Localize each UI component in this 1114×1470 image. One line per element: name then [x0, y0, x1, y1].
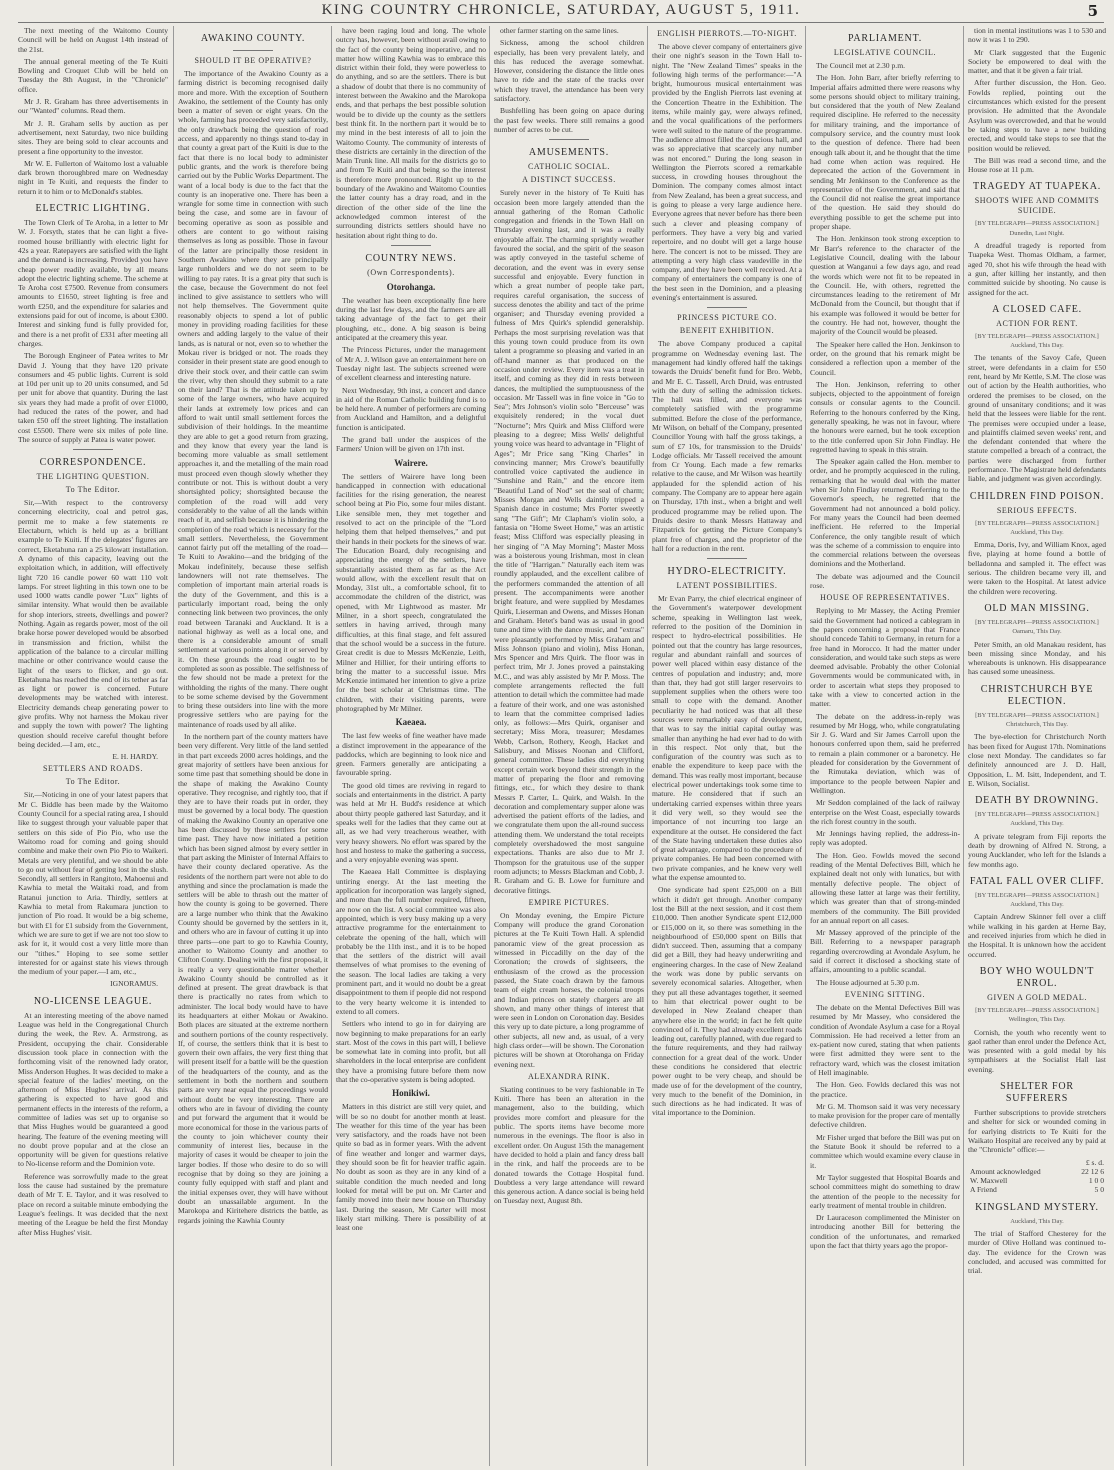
column-rule [647, 26, 648, 1466]
article-body: The Hon. Jenkinson took strong exception to Mr Barr's reference to the character of the Legislative Council, dealing with the labour question at Wanganui a few days ago, and read the words which were not fit to be repeated in the Council. He, with others, regretted the circumstances leading to the retirement of Mr McDonald from the Council, but thought that if his example was followed it would be better for the country. He had not, however, thought the majority of the Council would be pleased. [810, 234, 960, 337]
headline-correspondence: CORRESPONDENCE. [39, 457, 147, 469]
district-kaeaea: Kaeaea. [395, 717, 427, 728]
article-body: The above clever company of entertainers give their one night's season in the Town Hall to-night. The "New Zealand Times" speaks in the following high terms of the performance:—"A bright, humourous musical entertainment was provided by the English Pierrots last evening at the Concertion Theatre in the Exhibition. The items, while mainly gay, were always refined, and the vocal qualifications of the performers were well suited to the nature of the programme. The audience almost filled the spacious hall, and was so appreciative that scarcely any number was not encored." During the long season in Wellington the Pierrots scored a remarkable success, in crowding houses throughout the Dominion. The company comes almost intact from New Zealand, has been a great success, and is going to please a very large audience here. Everyone agrees that never before has there been such a clever and pleasing company of performers. They have a very big and varied repertoire, and no doubt will get a large house here. The concert is not to be missed. They are attempting a very high class vaudeville in the company, and they have been well received. At a company of entertainers the company is one of the best seen in the Dominion, and a pleasing evening's entertainment is assured. [652, 42, 802, 303]
headline-boy-enrol: BOY WHO WOULDN'T ENROL. [979, 965, 1095, 989]
column-rule [963, 26, 964, 1466]
subhead-alexandra-rink: ALEXANDRA RINK. [528, 1071, 610, 1081]
article-body: The Kaeaea Hall Committee is displaying untiring energy. At the last meeting the application for incorporation was largely signed, and more than the full number required, fifteen, are now on the list. A social committee was also appointed, which is very busy making up a very attractive programme for the entertainment to celebrate the opening of the hall, which will probably be the 11th inst., and it is to be hoped that the settlers of the district will avail themselves of what promises to the evening of the season. The local ladies are taking a very prominent part, and it would no doubt be a great disappointment to them if people did not respond to the very hearty welcome it is intended to extend to all comers. [336, 867, 486, 1016]
article-body: Further subscriptions to provide stretchers and shelter for sick or wounded coming in for earlying districts to Te Kuiti for the Waikato Hospital are received any by paid at the "Chronicle" office:— [968, 1108, 1106, 1155]
letter-signature: IGNORAMUS. [110, 979, 158, 989]
article-body: Next Wednesday, 9th inst, a concert and dance in aid of the Roman Catholic building fund is to be held here. A number of performers are coming from Auckland and Hamilton, and a delightful function is anticipated. [336, 385, 486, 432]
news-item: Mr W. E. Fullerton of Waitomo lost a valuable dark brown thoroughbred mare on Wednesday night in Te Kuiti, and requests the finder to return it to him or to McDonald's stables. [18, 158, 168, 196]
divider [73, 449, 113, 450]
article-body: Mr Massey approved of the principle of the Bill. Referring to a newspaper paragraph regarding overcrowding at Avondale Asylum, he said if correct it disclosed a shocking state of affairs, amounting to a public scandal. [810, 928, 960, 975]
headline-hydro-electricity: HYDRO-ELECTRICITY. [667, 566, 787, 578]
article-body: The tenants of the Savoy Cafe, Queen street, were defendants in a claim for £50 rent, heard by Mr Kettle, S.M. The close was out of action by the Health authorities, who ordered the premises to be closed, on the ground of unsanitary conditions; and it was held that the lessees were liable for the rent. The premises were occupied under a lease, and plaintiffs claimed seven weeks' rent, and the defendant contended that where the statute compelled a breach of a contract, the parties were discharged from further performance. The Magistrate held defendants liable, and judgment was given accordingly. [968, 353, 1106, 484]
column-6 [810, 26, 960, 1466]
column-rule [331, 26, 332, 1466]
article-body: Surely never in the history of Te Kuiti has occasion been more largely attended than the annual gathering of the Roman Catholic congregation and friends in the Town Hall on Thursday evening last, and it was a really enjoyable affair. The charming sprightly weather favoured the social, and the spirit of the season was aptly conveyed in the tasteful scheme of decoration, and the event was in every sense successful and enjoyable. Every function in which a great number of people take part, requires careful organisation, the success of success denotes the ability and tact of the prime organiser; and Thursday evening provided a fulness of Mrs Quirk's splendid generalship. Perhaps the most surprising revelation was that this young town could produce from its own talent a programme so pleasing and varied in an off-hand manner as that produced on the occasion under review. Every item was a treat in itself, and coming as they did in rests between dances, the multiplied the sumptuousness of the occasion. Mr Tassell was in fine voice in "Go to Sea"; Mrs Johnson's violin solo "Berceuse" was exquisitely rendered; in the vocal duet "Nocturne"; Mrs Quirk and Miss Clifford were pleasing to a degree; Miss Wells' delightful young voice was heard to advantage in "Flight of Ages"; Mr Price sang "King Charles" in convincing manner; Mrs Crowe's beautifully controlled voice captivated the audience in "Sunshine and Rain," and the encore item "Beautiful Land of Nod" set the seal of charm; Misses Morgan and Wells daintily tripped a Spanish dance in costume; Mrs Porter sweetly sang "The Gift"; Mr Clapham's violin solo, a fantasia on "Home Sweet Home," was an artistic feast; Miss Clifford was especially pleasing in her singing of "A May Morning"; Master Moss was a boisterous young Irishman, most in clean the title of "Harrigan." Naturally each item was roundly applauded, and the excellent calibre of the performers commanded the attention of all present. The accompaniments were another bright feature, and were supplied by Mesdames Quirk, Lieserman and Owens, and Misses Honan and Graham. Hetet's band was as usual in good tune and time with the dance music, and "extras" were pleasantly performed by Miss Graham and Miss Johnson (piano and violin), Miss Honan, Mrs Spencer and Mrs Quirk. The floor was in perfect trim, Mr J. Jones proved a painstaking M.C., and was ably assisted by Mr P. Moss. The complete arrangements reflected the full attention to detail which the committee had made a feature of their work, and one was astonished to learn that the committee comprised ladies only, as follows:—Mrs Quirk, organiser and secretary; Miss Mora, treasurer; Mesdames Webb, Carlson, Rothery, Keogh, Hacket and Salisbury, and Misses Noonan and Clifford, general committee. These ladies did everything except certain work beyond their strength in the matter of preparing the floor and removing fittings, etc., for which they desire to thank Messrs P. Carter, L. Quirk, and Walsh. In the decoration and complementary supper alone was advertised the patient efforts of the ladies, and we congratulate them upon the all-round success attending them. We understand the total receipts completely overshadowed the most sanguine expectations. Thanks are also due to Mr J. Thompson for the gratuitous use of the supper room adjuncts; to Messrs Blackman and Cobb, J. R. Graham and G. B. Lowe for furniture and decorative fittings. [494, 188, 644, 895]
table-cell: 1 0 0 [1088, 1176, 1104, 1186]
letter-signature: E. H. HARDY. [112, 752, 158, 762]
article-body: Mr Jennings having replied, the address-in-reply was adopted. [810, 829, 960, 848]
column-rule [805, 26, 806, 1466]
subhead-english-pierrots: ENGLISH PIERROTS.—TO-NIGHT. [657, 29, 797, 38]
headline-parliament: PARLIAMENT. [847, 33, 923, 44]
letter-body: Sir,—Noticing in one of your latest papers that Mr C. Biddle has been made by the Waitomo County Council for a special rating area, I should like to suggest through your valuable paper that settlers on this side of Pio Pio, who use the Waitomo road for coming and going should combine and make their own Pio Pio to Waikeri. Metals are very plentiful, and we should be able to go out without fear of getting lost in the slush. Secondly, all settlers in Rangitoto, Mahoenui and Kawhia to metal the Waitaki road, and from Ratanui junction to Aria. Thirdly, settlers at Kawhia to metal from Rakumara junction to junction of Pio road. It would be a big scheme, but with £1 for £1 subsidy from the Government, which we are sure to get if we are not too slow to ask for it, it would cost a very little more than our "tithes." Hoping to see some settler interested for or against state his views through the medium of your paper.—I am, etc., [18, 790, 168, 977]
column-4 [494, 26, 644, 1466]
article-body: Cornish, the youth who recently went to gaol rather than enrol under the Defence Act, was presented with a gold medal by his sympathisers at the Socialist Hall last evening. [968, 1027, 1106, 1074]
page-number: 5 [1087, 2, 1098, 20]
article-body: One syndicate had spent £25,000 on a Bill which it didn't get through. Another company lost the Bill at the next session, and it cost them £10,000. Then another Syndicate spent £12,000 or £15,000 on it, so there was something in the neighbourhood of £50,000 spent on Bills that didn't succeed. Then, assuming that a company did get a Bill, they had heavy underwriting and engineering charges. In the case of New Zealand the work was done by public servants on severely economical salaries. Altogether, when they put all these advantages together, it seemed to him that electrical power ought to be developed in New Zealand cheaper than anywhere else in the world; in fact he felt quite convinced of it. They had already excellent roads leading out, carefully planned, with due regard to the future requirements, and they had railway connection for a great deal of the work. Under these conditions he considered that electric power ought to be very cheap, and should be made use of for the development of the country, very much to the benefit of the Dominion, in such directions as he had indicated. It was of vital importance to the Dominion. [652, 885, 802, 1118]
subhead-catholic-social: CATHOLIC SOCIAL. [527, 162, 611, 172]
subhead-lighting-question: THE LIGHTING QUESTION. [36, 472, 150, 482]
dateline: [BY TELEGRAPH—PRESS ASSOCIATION.] Dunedin, Last Night. [975, 220, 1099, 237]
article-body: The Borough Engineer of Patea writes to Mr David J. Young that they have 120 private consumers and 45 public lights. Current is sold at 10d per unit up to 20 units consumed, and 5d per unit for above that quantity. During the last six years they had made a profit of over £1000, had reduced the rates of the power, and had taken £50 off the street lighting. The installation cost £5500. There were six miles of pole line. The source of supply at Patea is water power. [18, 351, 168, 444]
article-body: The Speaker here called the Hon. Jenkinson to order, on the ground that his remark might be considered a reflection upon a member of the Council. [810, 339, 960, 377]
district-wairere: Wairere. [394, 457, 428, 468]
article-body: The importance of the Awakino County as a farming district is becoming recognised daily more and more. With the exception of Southern Awakino, the settlement of the County has only been a matter of seven or eight years. On the whole, farming has proceeded very satisfactorily, the only drawback being the question of road access, and apparently no things stand to-day in that county a great part of the Kuiti is due to the fact that there is no local body to administer public grants, and the work is therefore being carried out by the Public Works Department. The want of a local body is due to the fact that the county is an inoperative one. There has been a wrangle for some time in connection with such being the case, and some are in favour of becoming operative as soon as possible and others are content to go without raising themselves as long as possible. Those in favour of the latter are principally those resident in Southern Awakino where they are principally large runholders and we do not seem to be willing to pay rates. It is a great pity that such is the case, because the Government do not feel inclined to give assistance to settlers who will not help themselves. The Government quite reasonably objects to spend a lot of public money in providing roading facilities for these owners and adding largely to the value of their lands, as is natural or not, even so to whether the Mokau river is bridged or not. The roads they consider in their present state are good enough to drive their stock over, and their cattle can swim the river, why then should they submit to a rate on their land? That is the attitude taken up by some of the large owners, who have acquired their lands at extremely low prices and can afford to wait until small settlement forces the subdivision of their holdings. In the meantime they are able to get a good return from grazing, and they know that every year the land is becoming more valuable as small settlement approaches it, and the metalling of the main road must proceed even though slowly whether they contribute or not. This is without doubt a very shortsighted policy; shortsighted because the completion of the road will add very considerably to the value of all the lands within reach of it, and selfish because it is hindering the completion of the road which is necessary for the small settlers. Nevertheless, the Government cannot fairly put off the metalling of the road—Te Kuiti to Awakino—and the bridging of the Mokau indefinitely, because these selfish landowners will not rate themselves. The completion of important main arterial roads is the duty of the Government, and this is a particularly important road, being the only connecting link between two provinces, the only road between Taranaki and Auckland. It is a national highway as well as a local one, and there is a considerable amount of small settlement at various points along it or served by it. On these grounds the road ought to be completed as soon as possible. The selfishness of the few should not be made a pretext for the withholding the rights of the many. There ought to be some scheme devised by the Government to bring these outsiders into line with the more progressive settlers who are paying for the maintenance of roads used by all alike. [178, 69, 328, 729]
article-body: The debate on the Mental Defectives Bill was resumed by Mr Massey, who considered the condition of Avondale Asylum a case for a Royal Commission. He had received a letter from an ex-patient now cured, stating that when patients were first admitted they were sent to the refractory ward, which was the closest imitation of Hell imaginable. [810, 1002, 960, 1077]
column-rule [173, 26, 174, 1466]
subhead-gold-medal: GIVEN A GOLD MEDAL. [987, 992, 1087, 1002]
table-cell: 5 0 [1094, 1185, 1104, 1195]
subhead-tragedy: SHOOTS WIFE AND COMMITS SUICIDE. [974, 196, 1100, 216]
article-body: Mr Seddon complained of the lack of railway enterprise on the West Coast, especially towards the rich forest country in the south. [810, 798, 960, 826]
headline-kingsland-mystery: KINGSLAND MYSTERY. [975, 1201, 1099, 1213]
column-2 [178, 26, 328, 1466]
masthead [18, 2, 1104, 23]
headline-awakino: AWAKINO COUNTY. [200, 33, 306, 44]
article-body: The Bill was read a second time, and the House rose at 11 p.m. [968, 155, 1106, 175]
article-body: The House adjourned at 5.30 p.m. [816, 977, 920, 987]
article-body: have been raging loud and long. The whole outcry has, however, been without avail owing to the fact of the county being inoperative, and no matter how willing Kawhia was to embrace this district within their fold, they were powerless to do anything, and so are the settlers. There is but a shadow of doubt that there is no community of interest between the Awakino and the Marokopa ends, and that perhaps the best possible solution would be to divide up the county as the settlers best think fit. In the northern part it would be to my mind in the best interests of all to join the Waitomo County. The community of interests of these districts are certainly in the direction of the Main Trunk line. All mails for the districts go to and from Te Kuiti and that being so the interest is therefore more pronounced. Right up to the boundary of the Awakino and Waitomo Counties the latter county has a dray road, and in the direction of the other side of the line the acknowledged common interest of the surrounding districts settlers should have no hesitation about right thing to do. [336, 26, 486, 240]
dateline: [BY TELEGRAPH—PRESS ASSOCIATION.] Auckland, This Day. [975, 332, 1099, 350]
article-body: The Hon. Jenkinson, referring to other subjects, objected to the appointment of foreign consuls or consular agents to the Council. Referring to the honours conferred by the King, generally speaking, he was not in favour, where the honours were earned, but he took exception to the title conferred upon Sir John Findlay. He regretted having to speak in this strain. [810, 379, 960, 454]
table-cell [968, 1158, 1052, 1167]
dateline: [BY TELEGRAPH—PRESS ASSOCIATION.] Oamaru, This Day. [975, 618, 1099, 636]
headline-amusements: AMUSEMENTS. [528, 147, 610, 159]
article-body: Skating continues to be very fashionable in Te Kuiti. There has been an alteration in the management, also to the building, which provides more comfort and pleasure for the public. The sports items have become more numerous in the evenings. The floor is also in excellent order. On August 15th the management have decided to hold a plain and fancy dress ball in the rink, and half the proceeds are to be donated towards the Cottage Hospital fund. Doubtless a very large attendance will reward this generous action. A dance social is being held on Tuesday next, August 8th. [494, 1084, 644, 1206]
article-body: The good old times are reviving in regard to socials and entertainments in the district. A party was held at Mr H. Budd's residence at which about thirty people gathered last Saturday, and it speaks well for the ladies that they came out at all, as we had very treacherous weather, with very heavy showers. No effort was spared by the host and hostess to make the gathering a success, and a very enjoyable evening was spent. [336, 780, 486, 865]
news-item: Mr J. R. Graham has three advertisements in our "Wanted" columns. Read them. [18, 97, 168, 116]
subhead-own-correspondents: (Own Correspondents). [367, 267, 455, 277]
salutation: To The Editor. [65, 485, 121, 495]
district-otorohanga: Otorohanga. [386, 281, 436, 292]
article-body: Peter Smith, an old Manakau resident, has been missing since Monday, and his whereabouts is unknown. His disappearance has caused some uneasiness. [968, 639, 1106, 677]
news-item: The next meeting of the Waitomo County Council will be held on August 14th instead of the 21st. [18, 26, 168, 54]
article-body: The weather has been exceptionally fine here during the last few days, and the farmers are all taking advantage of the fact to get their ploughing, etc., done. A big season is being anticipated at the creamery this year. [336, 295, 486, 343]
article-body: The grand ball under the auspices of the Farmers' Union will be given on 17th inst. [336, 434, 486, 454]
table-cell: £ s. d. [1085, 1157, 1104, 1167]
table-cell: A Friend [970, 1185, 997, 1195]
table-row [968, 1167, 1106, 1176]
article-body: Dr Lauraceson complimented the Minister on introducing another Bill for bettering the condition of the unfortunates, and remarked upon the fact that thirty years ago the propor- [810, 1213, 960, 1251]
article-body: Captain Andrew Skinner fell over a cliff while walking in his garden at Herne Bay, and received injuries from which he died in the Hospital. It is unknown how the accident occurred. [968, 912, 1106, 959]
article-body: Settlers who intend to go in for dairying are now beginning to make preparations for an early start. Most of the cows in this part will, I believe be somewhat late in coming into profit, but all shareholders in the local enterprise are confident they have a promising future before them now that the co-operative system is being adopted. [336, 1019, 486, 1084]
headline-tragedy-tuapeka: TRAGEDY AT TUAPEKA. [972, 181, 1102, 193]
subhead-princess-pictures: PRINCESS PICTURE CO. [677, 313, 777, 323]
article-body: Matters in this district are still very quiet, and will be so no doubt for another month at least. The weather for this time of the year has been very satisfactory, and the roads have not been quite so bad as in former years. With the advent of fine weather and longer and warmer days, they should soon be fit for heavier traffic again. No doubt as soon as they are in any kind of a suitable condition the much needed and long looked for metal will be put on. Mr Carter and family moved into their new house on Thursday last. During the season, Mr Carter will most likely start milking. There is possibility of at least one [336, 1102, 486, 1233]
subhead-latent-possibilities: LATENT POSSIBILITIES. [676, 581, 778, 591]
article-body: On Monday evening, the Empire Picture Company will produce the grand Coronation pictures at the Te Kuiti Town Hall. A splendid panoramic view of the great procession as witnessed in Piccadilly on the day of the Coronation; the crowds of sightseers, the enthusiasm of the crowd as the procession passed, the State coach drawn by the famous team of eight cream horses, the colonial troops and Indian princes on stately chargers are all shown, and many other things of interest that were seen in London on Coronation day. Besides this very up to date picture, a long programme of other subjects, all new and, as usual, of a very high class order—will be shown. The Coronation pictures will be shown at Otorohanga on Friday evening next. [494, 910, 644, 1069]
article-body: The trial of Stafford Chesterey for the murder of Olive Holland was continued to-day. The evidence for the Crown was concluded, and accused was committed for trial. [968, 1229, 1106, 1276]
column-rule [489, 26, 490, 1466]
column-7 [968, 26, 1106, 1466]
article-body: Mr Evan Parry, the chief electrical engineer of the Government's waterpower development scheme, speaking in Wellington last week, referred to the position of the Dominion in respect to hydro-electrical possibilities. He pointed out that the country has large resources, regular and abundant rainfall and sources of power well placed within easy distance of the centres of population and industry; and, more than that, they had got still larger reservoirs to supplement supplies when the others were too small to cope with the demand. Another peculiarity he had noticed was that all these sources were remarkably easy of development, that was to say the initial capital outlay was smaller than anything he had ever had to do with in this respect. Not only that, but the configuration of the country was such as to enable the expenditure to keep pace with the demand. This was really most important, because electrical power undertakings took some time to mature. He considered that if such an undertaking carried expenses within three years it did very well, so they would see the importance of not incurring too large an expenditure at the outset. He considered the fact of the State having undertaken these duties also of great advantage, compared to the procedure of private companies. He had been concerned with two private companies, and he knew very well what the expense amounted to. [652, 594, 802, 883]
table-row [968, 1185, 1106, 1194]
article-body: The Princess Pictures, under the management of Mr A. J. Wilson gave an entertainment here on Tuesday night last. The subjects screened were of excellent clearness and interesting nature. [336, 345, 486, 383]
subhead-evening-sitting: EVENING SITTING. [844, 989, 926, 999]
dateline: [BY TELEGRAPH—PRESS ASSOCIATION.] Auckland, This Day. [975, 891, 1099, 909]
article-body: The Hon. Geo. Fowlds moved the second reading of the Mental Defectives Bill, which he explained dealt not only with lunatics, but with mentally defective people. The object of allowing these latter at large was their fertility, which was greater than that of strong-minded members of the community. The Bill provided for an annual report on all cases. [810, 850, 960, 925]
article-body: At an interesting meeting of the above named League was held in the Congregational Church during the week, the Rev. A. Armstrong, as President, occupying the chair. Considerable discussion took place in connection with the forthcoming visit of the renowned lady orator, Miss Anderson Hughes. It was decided to make a special feature of the ladies' meeting, on the afternoon of Miss Hughes' arrival. As this gathering is expected to have good and permanent effects in the interests of the reform, a committee of ladies was set up to organise so that Miss Hughes would be guaranteed a good hearing. The feature of the evening meeting will no doubt prove popular and at the close an opportunity will be given for questions relative to No-license reform and the Dominion vote. [18, 1010, 168, 1169]
article-body: The debate was adjourned and the Council rose. [810, 571, 960, 591]
table-cell: Amount acknowledged [970, 1166, 1041, 1176]
district-honikiwi: Honikiwi. [392, 1088, 430, 1099]
headline-country-news: COUNTRY NEWS. [365, 252, 457, 264]
article-body: Mr Fisher urged that before the Bill was put on the Statute Book it should be referred to a committee which would examine every clause in it. [810, 1132, 960, 1170]
dateline: [BY TELEGRAPH—PRESS ASSOCIATION.] Auckland, This Day. [975, 519, 1099, 536]
headline-electric-lighting: ELECTRIC LIGHTING. [35, 203, 151, 215]
subhead-empire-pictures: EMPIRE PICTURES. [528, 897, 610, 907]
divider [391, 245, 431, 246]
table-cell: 22 12 6 [1081, 1166, 1104, 1176]
article-body: Mr G. M. Thomson said it was very necessary to make provision for the proper care of mentally defective children. [810, 1101, 960, 1130]
headline-fatal-fall: FATAL FALL OVER CLIFF. [969, 875, 1105, 887]
article-body: The bye-election for Christchurch North has been fixed for August 17th. Nominations close next Monday. The candidates so far definitely announced are J. D. Hall, Opposition, L. M. Isitt, Independent, and T. E. Wilson, Socialist. [968, 732, 1106, 788]
article-body: The last few weeks of fine weather have made a distinct improvement in the appearance of the paddocks, which are beginning to look nice and green. Farmers generally are anticipating a favourable spring. [336, 731, 486, 778]
article-body: tion in mental institutions was 1 to 530 and now it was 1 to 290. [968, 26, 1106, 45]
column-1 [18, 26, 168, 1466]
news-item: Mr J. R. Graham sells by auction as per advertisement, next Saturday, two nice building sites. They are being sold to clear accounts and present a fine opportunity to the investor. [18, 118, 168, 156]
dateline: [BY TELEGRAPH—PRESS ASSOCIATION.] Wellington, This Day. [975, 1006, 1099, 1024]
newspaper-title: KING COUNTRY CHRONICLE, SATURDAY, AUGUST 5, 1911. [321, 2, 801, 18]
article-body: The above Company produced a capital programme on Wednesday evening last. The management had kindly offered half the takings towards the Druids' benefit fund for Bro. Webb, and Mr E. C. Tassell, Arch Druid, was entrusted with the duty of selling the admission tickets. The hall was filled, and everyone was completely satisfied with the programme submitted. Before the close of the performance, Mr Wilson, on behalf of the Company, presented Councillor Young with half the gross takings, a sum of £7 10s, for transmission to the Druids' Lodge officials. Mr Tassell received the amount from Cr Young. Each made a few remarks relative to the cause, and Mr Wilson was heartily applauded for the splendid action of his company. The Company are to appear here again on Thursday, 17th inst., when a bright and well produced programme may be relied upon. The Druids desire to thank Messrs Hattaway and Fitzpatrick for getting the Picture Company's plant free of charges, and the proprietor of the hall for a reduction in the rent. [652, 339, 802, 553]
headline-old-man-missing: OLD MAN MISSING. [984, 602, 1090, 614]
divider [707, 307, 747, 308]
subhead-action-rent: ACTION FOR RENT. [996, 318, 1078, 328]
salutation: To The Editor. [65, 777, 121, 787]
table-row [968, 1176, 1106, 1185]
divider [233, 50, 273, 51]
headline-christchurch-bye-election: CHRISTCHURCH BYE ELECTION. [980, 683, 1094, 707]
subhead-settlers-roads: SETTLERS AND ROADS. [42, 764, 144, 774]
article-body: Reference was sorrowfully made to the great loss the cause had sustained by the premature death of Mr T. E. Taylor, and it was resolved to place on record a suitable minute embodying the League's feelings. It was decided that the next meeting of the League be held the first Monday after Miss Hughes' visit. [18, 1171, 168, 1237]
article-body: The Council met at 2.30 p.m. [816, 61, 906, 70]
article-body: Emma, Doris, Ivy, and William Knox, aged five, playing at home found a bottle of belladonna and sampled it. The effect was serious. The children became very ill, and were taken to the Hospital. At latest advice the children were recovering. [968, 540, 1106, 596]
headline-children-poison: CHILDREN FIND POISON. [969, 490, 1105, 502]
article-body: Bushfelling has been going on apace during the past few weeks. There still remains a good number of acres to be cut. [494, 106, 644, 134]
article-body: Mr Taylor suggested that Hospital Boards and school committees might do something to draw the attention of the people to the necessity for early treatment of mental trouble in children. [810, 1172, 960, 1210]
article-body: Sickness, among the school children especially, has been very prevalent lately, and this has reduced the average somewhat. However, considering the distance the little ones have to ride and the state of the tracks over which they travel, the attendance has been very satisfactory. [494, 38, 644, 104]
article-body: other farmer starting on the same lines. [500, 26, 619, 35]
article-body: The Hon. Geo. Fowlds declared this was not the practice. [810, 1080, 960, 1099]
article-body: Replying to Mr Massey, the Acting Premier said the Government had noticed a cablegram in the papers concerning a proposal that France should concede Tahiti to Germany, in return for a free hand in Morocco. It had the matter under consideration, and would take such steps as were deemed advisable. Probably the other Colonial Governments would be communicated with, in order to ascertain what steps they proposed to take with a view to concerted action in the matter. [810, 606, 960, 709]
headline-closed-cafe: A CLOSED CAFE. [992, 303, 1082, 315]
subhead-legislative-council: LEGISLATIVE COUNCIL. [833, 48, 937, 57]
article-body: The settlers of Wairere have long been handicapped in connection with educational facilities for the rising generation, the nearest school being at Pio Pio, some four miles distant. Like sensible men, they met together and resolved to act on the principle of the "Lord helping them that helped themselves," and put their hands in their pockets for the sinews of war. The Education Board, duly recognising and appreciating the energy of the settlers, have substantially assisted them as far as the Act would allow, with the excellent result that on Monday, 31st ult., a comfortable school, fit to accommodate the children of the district, was opened, with Mr Lightwood as master. Mr Milner, in a short speech, congratulated the settlers in having arrived, through many difficulties, at this final stage, and felt assured that the school would be a success in the future. Great credit is due to Messrs McKenzie, Leith, Milner and Hillier, for their untiring efforts to bring the matter to a successful issue. Mrs McKenzie intimated her intention to give a prize for the best scholar at Christmas time. The children, with their visiting parents, were photographed by Mr Milner. [336, 471, 486, 713]
subhead-benefit-exhibition: BENEFIT EXHIBITION. [679, 326, 775, 336]
divider [549, 139, 589, 140]
article-body: A dreadful tragedy is reported from Tuapeka West. Thomas Oldham, a farmer, aged 70, shot his wife through the head with a gun, after killing her instantly, and then committed suicide by shooting. No cause is assigned for the act. [968, 241, 1106, 297]
article-body: The Speaker again called the Hon. member to order, and he promptly acquiesced in the ruling, remarking that he would deal with the matter when Sir John Findlay returned. Referring to the Governor's speech, he regretted that the Government had not announced a bold policy. For many years the Council had been deemed inefficient. He referred to the Imperial Conference, the only tangible result of which was the scheme of a commission to enquire into the commercial relations between the overseas dominions and the Motherland. [810, 457, 960, 569]
subhead-distinct-success: A DISTINCT SUCCESS. [522, 175, 616, 185]
dateline: [BY TELEGRAPH—PRESS ASSOCIATION.] Auckland, This Day. [975, 811, 1099, 828]
subhead-awakino: SHOULD IT BE OPERATIVE? [194, 56, 312, 65]
headline-death-drowning: DEATH BY DROWNING. [975, 795, 1099, 807]
divider [707, 558, 747, 559]
article-body: The Town Clerk of Te Aroha, in a letter to Mr W. J. Forsyth, states that he can light a five-roomed house brilliantly with electric light for 42s a year. Ratepayers are satisfied with the light and the demand is increasing. Provided you have cheap power readily available, by all means adopt the electric lighting scheme. The scheme at Te Aroha cost £7500. Revenue from consumers amounts to £1650, street lighting is free and worth £250, and the expenditure for salaries and extensions paid for out of income, is about £300. Interest and sinking fund is fully provided for, and there is a net profit of £331 after meeting all charges. [18, 218, 168, 348]
article-body: A private telegram from Fiji reports the death by drowning of Alfred N. Strong, a young Aucklander, who left for the Islands a few months ago. [968, 831, 1106, 869]
article-body: The Hon. John Barr, after briefly referring to Imperial affairs admitted there were reasons why some persons should object to military training, but considered that the youth of New Zealand required discipline. He referred to the necessity for military training, and the importance of compulsory service, and the country must look to the question of defence. There had been enough talk about it, and he thought that the time had come when action was required. He deprecated the action of the Government in sending Mr Jenkinson to the Conference as the representative of the Government, and said that the Council did not realise the great importance of the question. He said they should do everything possible to get the scheme put into proper shape. [810, 73, 960, 232]
column-5 [652, 26, 802, 1466]
article-body: In the northern part of the county matters have been very different. Very little of the land settled in that part exceeds 2000 acres holdings, and the great majority of settlers have been anxious for some time past that something should be done in the shape of making the Awakino County operative. They recognise, and rightly too, that if they are to have their roads put in order, they must be governed by a local body. The question of making the Awakino County an operative one has been discussed by these settlers for some time past. They have now initiated a petition which has been signed almost by every settler in that part asking the Minister of Internal Affairs to have their county declared operative. As the residents of the northern part were not able to do anything and since the proclamation is made the settlers will be able to thrash out the matter of how the county is going to be governed. There are a large number who think that the Awakino County should be governed by the settlers in it, and others who are in favour of cutting it up into three parts—one part to go to Kawhia County, another to Waitomo County and another to Clifton County. Dealing with the first proposal, it is really a very questionable matter whether Awakino County should be controlled as it defined at present. The great drawback is that there is practically no rates from which to administer. The local body would have to have its headquarters at either Mokau or Awakino. Both places are situated at the extreme northern and southern portions of the county respectively. If, of course, the settlers think that it is best to govern their own affairs, the very first thing that will present itself for a battle will be the question of the headquarters of the county, and as the settlement in both the northern and southern parts are very near equal the proceedings would without doubt be very interesting. There are others who are in favour of dividing the county and put forward the argument that it would be more economical for those in the various parts of the county to join whichever county their community of interest lies, because in the majority of cases it would be cheaper to join the larger bodies. If those who desire to do so will recognise that by doing so they are joining a county fully equipped with staff and plant and the initial expenses over, they will have without doubt an unassailable argument. In the Marokopa and Kiritehere districts the battle, as regards joining the Kawhia County [178, 732, 328, 1225]
dateline: Auckland, This Day. [1010, 1217, 1064, 1225]
dateline: [BY TELEGRAPH—PRESS ASSOCIATION.] Christchurch, This Day. [975, 711, 1099, 729]
subhead-serious-effects: SERIOUS EFFECTS. [996, 505, 1078, 515]
headline-shelter: SHELTER FOR SUFFERERS [1000, 1081, 1074, 1105]
article-body: Mr Clark suggested that the Eugenic Society be empowered to deal with the matter, and that it be given a fair trial. [968, 47, 1106, 76]
subhead-house-of-representatives: HOUSE OF REPRESENTATIVES. [820, 593, 950, 603]
article-body: After further discussion, the Hon. Geo. Fowlds replied, pointing out the circumstances which existed for the present provision. He admitted that the Avondale Asylum was overcrowded, and that he would be taking steps to have a new building erected, and would take steps to see that the position would be relieved. [968, 78, 1106, 153]
headline-no-license: NO-LICENSE LEAGUE. [33, 995, 153, 1007]
letter-body: Sir,—With respect to the controversy concerning electricity, coal and petrol gas, permit me to make a few statements re Electaburn, which is held up as a brilliant example to Te Kuiti. If the delegates' figures are correct, Eketahuna ran a 25 kilowatt installation. A dynamo of this capacity, leaving out the exploitation which, in addition, will effectively light 720 16 candle power 60 watt 110 volt lamps. For street lighting in this town one to be used 1000 watts candle power "Lux" lights of similar intensity. What would then be available for shop interiors, streets, dwellings and power? Nothing. Again as regards power, most of the oil brake horse power developed would be absorbed in transmission and friction, whilst the application of the balance to a circular milling machine or other contrivance would cause the light of the users to flicker, and go out. Eketahuna has reached the end of its tether as far as light or power is concerned. Future developments may be watched with interest. Electricity demands cheap generating power to give profits. Why not harness the Mokau river and supply the town with power? The lighting question should receive careful thought before being decided.—I am, etc., [18, 498, 168, 749]
article-body: The debate on the address-in-reply was resumed by Mr Hogg, who, while congratulating Sir J. G. Ward and Sir James Carroll upon the honours conferred upon them, said he preferred to remain a plain commoner or a baronetcy. He pleaded for consideration by the Government of the Rimutaka deviation, which was of importance to the people between Napier and Wellington. [810, 711, 960, 795]
news-item: The annual general meeting of the Te Kuiti Bowling and Croquet Club will be held on Tuesday the 8th August, in the "Chronicle" office. [18, 56, 168, 94]
subscription-table [968, 1158, 1106, 1195]
table-header-row [968, 1158, 1106, 1167]
table-cell: W. Maxwell [970, 1176, 1008, 1186]
column-3 [336, 26, 486, 1466]
